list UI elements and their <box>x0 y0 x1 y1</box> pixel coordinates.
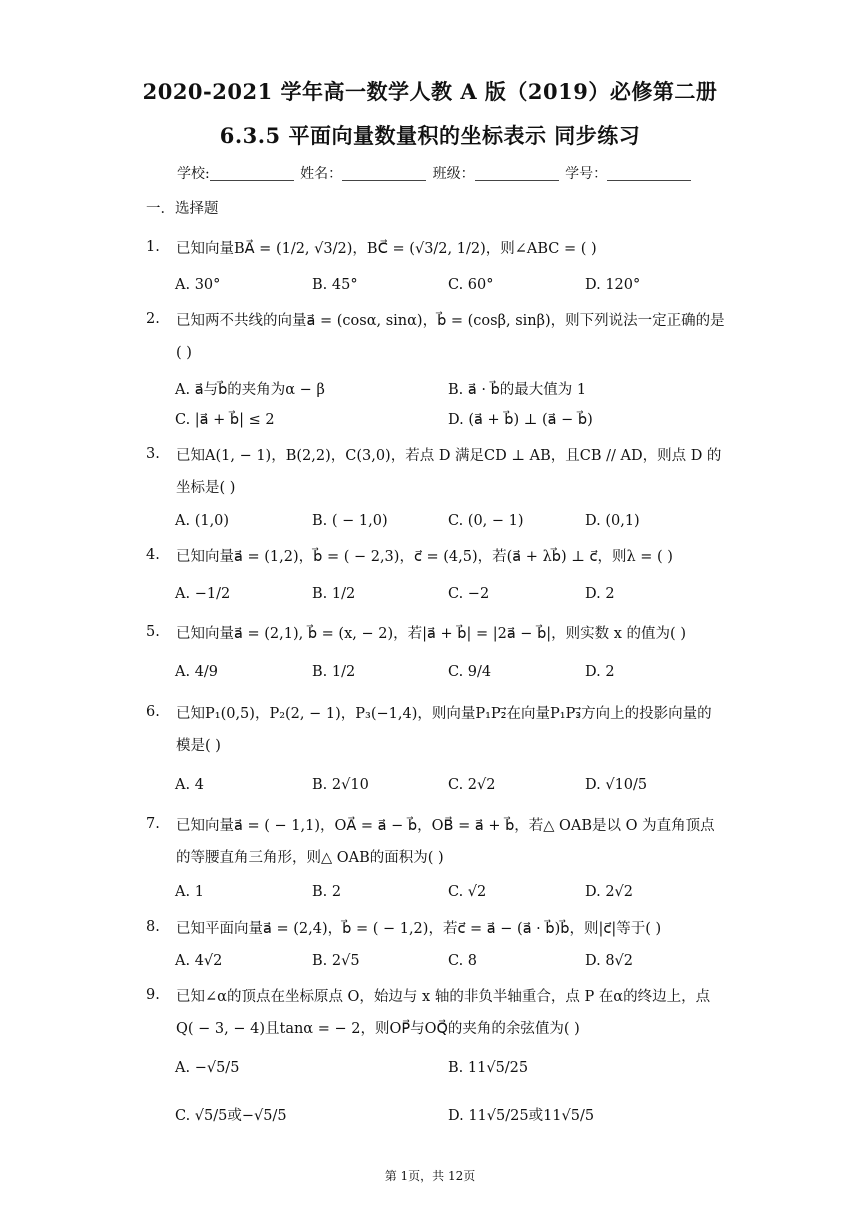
option-c[interactable]: C. 8 <box>448 953 478 969</box>
option-b[interactable]: B. 1/2 <box>312 586 356 602</box>
option-d[interactable]: D. 8√2 <box>585 953 634 969</box>
question-5 <box>146 618 726 650</box>
question-7-options <box>175 884 735 906</box>
question-2-options-row-2 <box>175 412 735 434</box>
question-8 <box>146 913 726 945</box>
question-9-options-row-1 <box>175 1060 735 1082</box>
option-a[interactable]: A. a⃗与b⃗的夹角为α − β <box>175 382 325 398</box>
question-9-options-row-2 <box>175 1104 735 1126</box>
question-6 <box>146 698 726 762</box>
question-stem: 已知向量a⃗ = (1,2)，b⃗ = ( − 2,3)，c⃗ = (4,5)，若(a⃗ + λb⃗) ⊥ c⃗，则λ = ( ) <box>176 549 673 565</box>
section-heading: 一．选择题 <box>146 201 219 217</box>
question-2-options-row-1 <box>175 378 735 400</box>
option-a[interactable]: A. (1,0) <box>175 513 230 529</box>
question-stem: 已知向量a⃗ = (2,1), b⃗ = (x, − 2)，若|a⃗ + b⃗| = |2a⃗ − b⃗|，则实数 x 的值为( ) <box>176 626 686 642</box>
question-number: 4. <box>146 547 160 563</box>
option-a[interactable]: A. 4√2 <box>175 953 223 969</box>
option-c[interactable]: C. √5/5或−√5/5 <box>175 1108 287 1124</box>
option-c[interactable]: C. (0, − 1) <box>448 513 524 529</box>
option-b[interactable]: B. a⃗ · b⃗的最大值为 1 <box>448 382 587 398</box>
question-number: 8. <box>146 919 160 935</box>
option-d[interactable]: D. 120° <box>585 277 641 293</box>
title-line-1: 2020-2021 学年高一数学人教 A 版（2019）必修第二册 <box>142 79 718 104</box>
question-9 <box>146 981 726 1045</box>
option-d[interactable]: D. (0,1) <box>585 513 640 529</box>
question-stem: 已知∠α的顶点在坐标原点 O，始边与 x 轴的非负半轴重合，点 P 在α的终边上，点Q( − 3, − 4)且tanα = − 2，则OP⃗与OQ⃗的夹角的余弦值为( ) <box>176 989 711 1037</box>
option-c[interactable]: C. 60° <box>448 277 494 293</box>
school-field[interactable] <box>210 166 294 181</box>
page-footer: 第 1页，共 12页 <box>384 1169 476 1183</box>
question-stem: 已知A(1, − 1)，B(2,2)，C(3,0)，若点 D 满足CD ⊥ AB，且CB // AD，则点 D 的坐标是( ) <box>176 448 722 496</box>
question-8-options <box>175 953 735 975</box>
option-b[interactable]: B. 2 <box>312 884 342 900</box>
option-a[interactable]: A. −√5/5 <box>175 1060 240 1076</box>
option-a[interactable]: A. 4 <box>175 777 204 793</box>
option-c[interactable]: C. 2√2 <box>448 777 496 793</box>
class-label: 班级： <box>432 166 475 182</box>
question-stem: 已知向量a⃗ = ( − 1,1)，OA⃗ = a⃗ − b⃗，OB⃗ = a⃗ + b⃗，若△ OAB是以 O 为直角顶点的等腰直角三角形，则△ OAB的面积为( ) <box>176 818 715 866</box>
option-d[interactable]: D. 2√2 <box>585 884 634 900</box>
question-number: 7. <box>146 816 160 832</box>
question-number: 3. <box>146 446 160 462</box>
question-3-options <box>175 513 735 535</box>
option-a[interactable]: A. 30° <box>175 277 221 293</box>
number-label: 学号： <box>565 166 608 182</box>
name-field[interactable] <box>342 166 426 181</box>
option-c[interactable]: C. −2 <box>448 586 490 602</box>
question-6-options <box>175 777 735 799</box>
question-1 <box>146 233 726 265</box>
number-field[interactable] <box>607 166 691 181</box>
question-number: 5. <box>146 624 160 640</box>
option-d[interactable]: D. √10/5 <box>585 777 648 793</box>
option-c[interactable]: C. 9/4 <box>448 664 492 680</box>
name-label: 姓名： <box>300 166 343 182</box>
school-label: 学校: <box>177 166 210 182</box>
option-d[interactable]: D. 2 <box>585 664 615 680</box>
class-field[interactable] <box>475 166 559 181</box>
option-b[interactable]: B. 45° <box>312 277 358 293</box>
option-b[interactable]: B. ( − 1,0) <box>312 513 388 529</box>
question-1-options <box>175 277 735 299</box>
title-line-2: 6.3.5 平面向量数量积的坐标表示 同步练习 <box>219 123 641 148</box>
option-b[interactable]: B. 2√5 <box>312 953 360 969</box>
question-7 <box>146 810 726 874</box>
question-5-options <box>175 664 735 686</box>
question-4 <box>146 541 726 573</box>
question-number: 6. <box>146 704 160 720</box>
option-c[interactable]: C. √2 <box>448 884 487 900</box>
question-number: 9. <box>146 987 160 1003</box>
option-d[interactable]: D. 2 <box>585 586 615 602</box>
question-stem: 已知两不共线的向量a⃗ = (cosα, sinα)，b⃗ = (cosβ, sinβ)，则下列说法一定正确的是 ( ) <box>176 313 725 361</box>
option-b[interactable]: B. 2√10 <box>312 777 369 793</box>
question-number: 1. <box>146 239 160 255</box>
question-3 <box>146 440 726 504</box>
option-d[interactable]: D. 11√5/25或11√5/5 <box>448 1108 595 1124</box>
student-info-row <box>177 163 693 183</box>
option-c[interactable]: C. |a⃗ + b⃗| ≤ 2 <box>175 412 275 428</box>
option-a[interactable]: A. 1 <box>175 884 204 900</box>
question-4-options <box>175 586 735 608</box>
question-stem: 已知平面向量a⃗ = (2,4)，b⃗ = ( − 1,2)，若c⃗ = a⃗ − (a⃗ · b⃗)b⃗，则|c⃗|等于( ) <box>176 921 662 937</box>
question-2 <box>146 305 726 369</box>
option-b[interactable]: B. 1/2 <box>312 664 356 680</box>
question-stem: 已知P₁(0,5)，P₂(2, − 1)，P₃(−1,4)，则向量P₁P₂⃗在向量P₁P₃⃗方向上的投影向量的模是( ) <box>176 706 712 754</box>
question-number: 2. <box>146 311 160 327</box>
option-b[interactable]: B. 11√5/25 <box>448 1060 529 1076</box>
option-a[interactable]: A. 4/9 <box>175 664 219 680</box>
option-d[interactable]: D. (a⃗ + b⃗) ⊥ (a⃗ − b⃗) <box>448 412 593 428</box>
question-stem: 已知向量BA⃗ = (1/2, √3/2)，BC⃗ = (√3/2, 1/2)，则∠ABC = ( ) <box>176 241 597 257</box>
option-a[interactable]: A. −1/2 <box>175 586 231 602</box>
